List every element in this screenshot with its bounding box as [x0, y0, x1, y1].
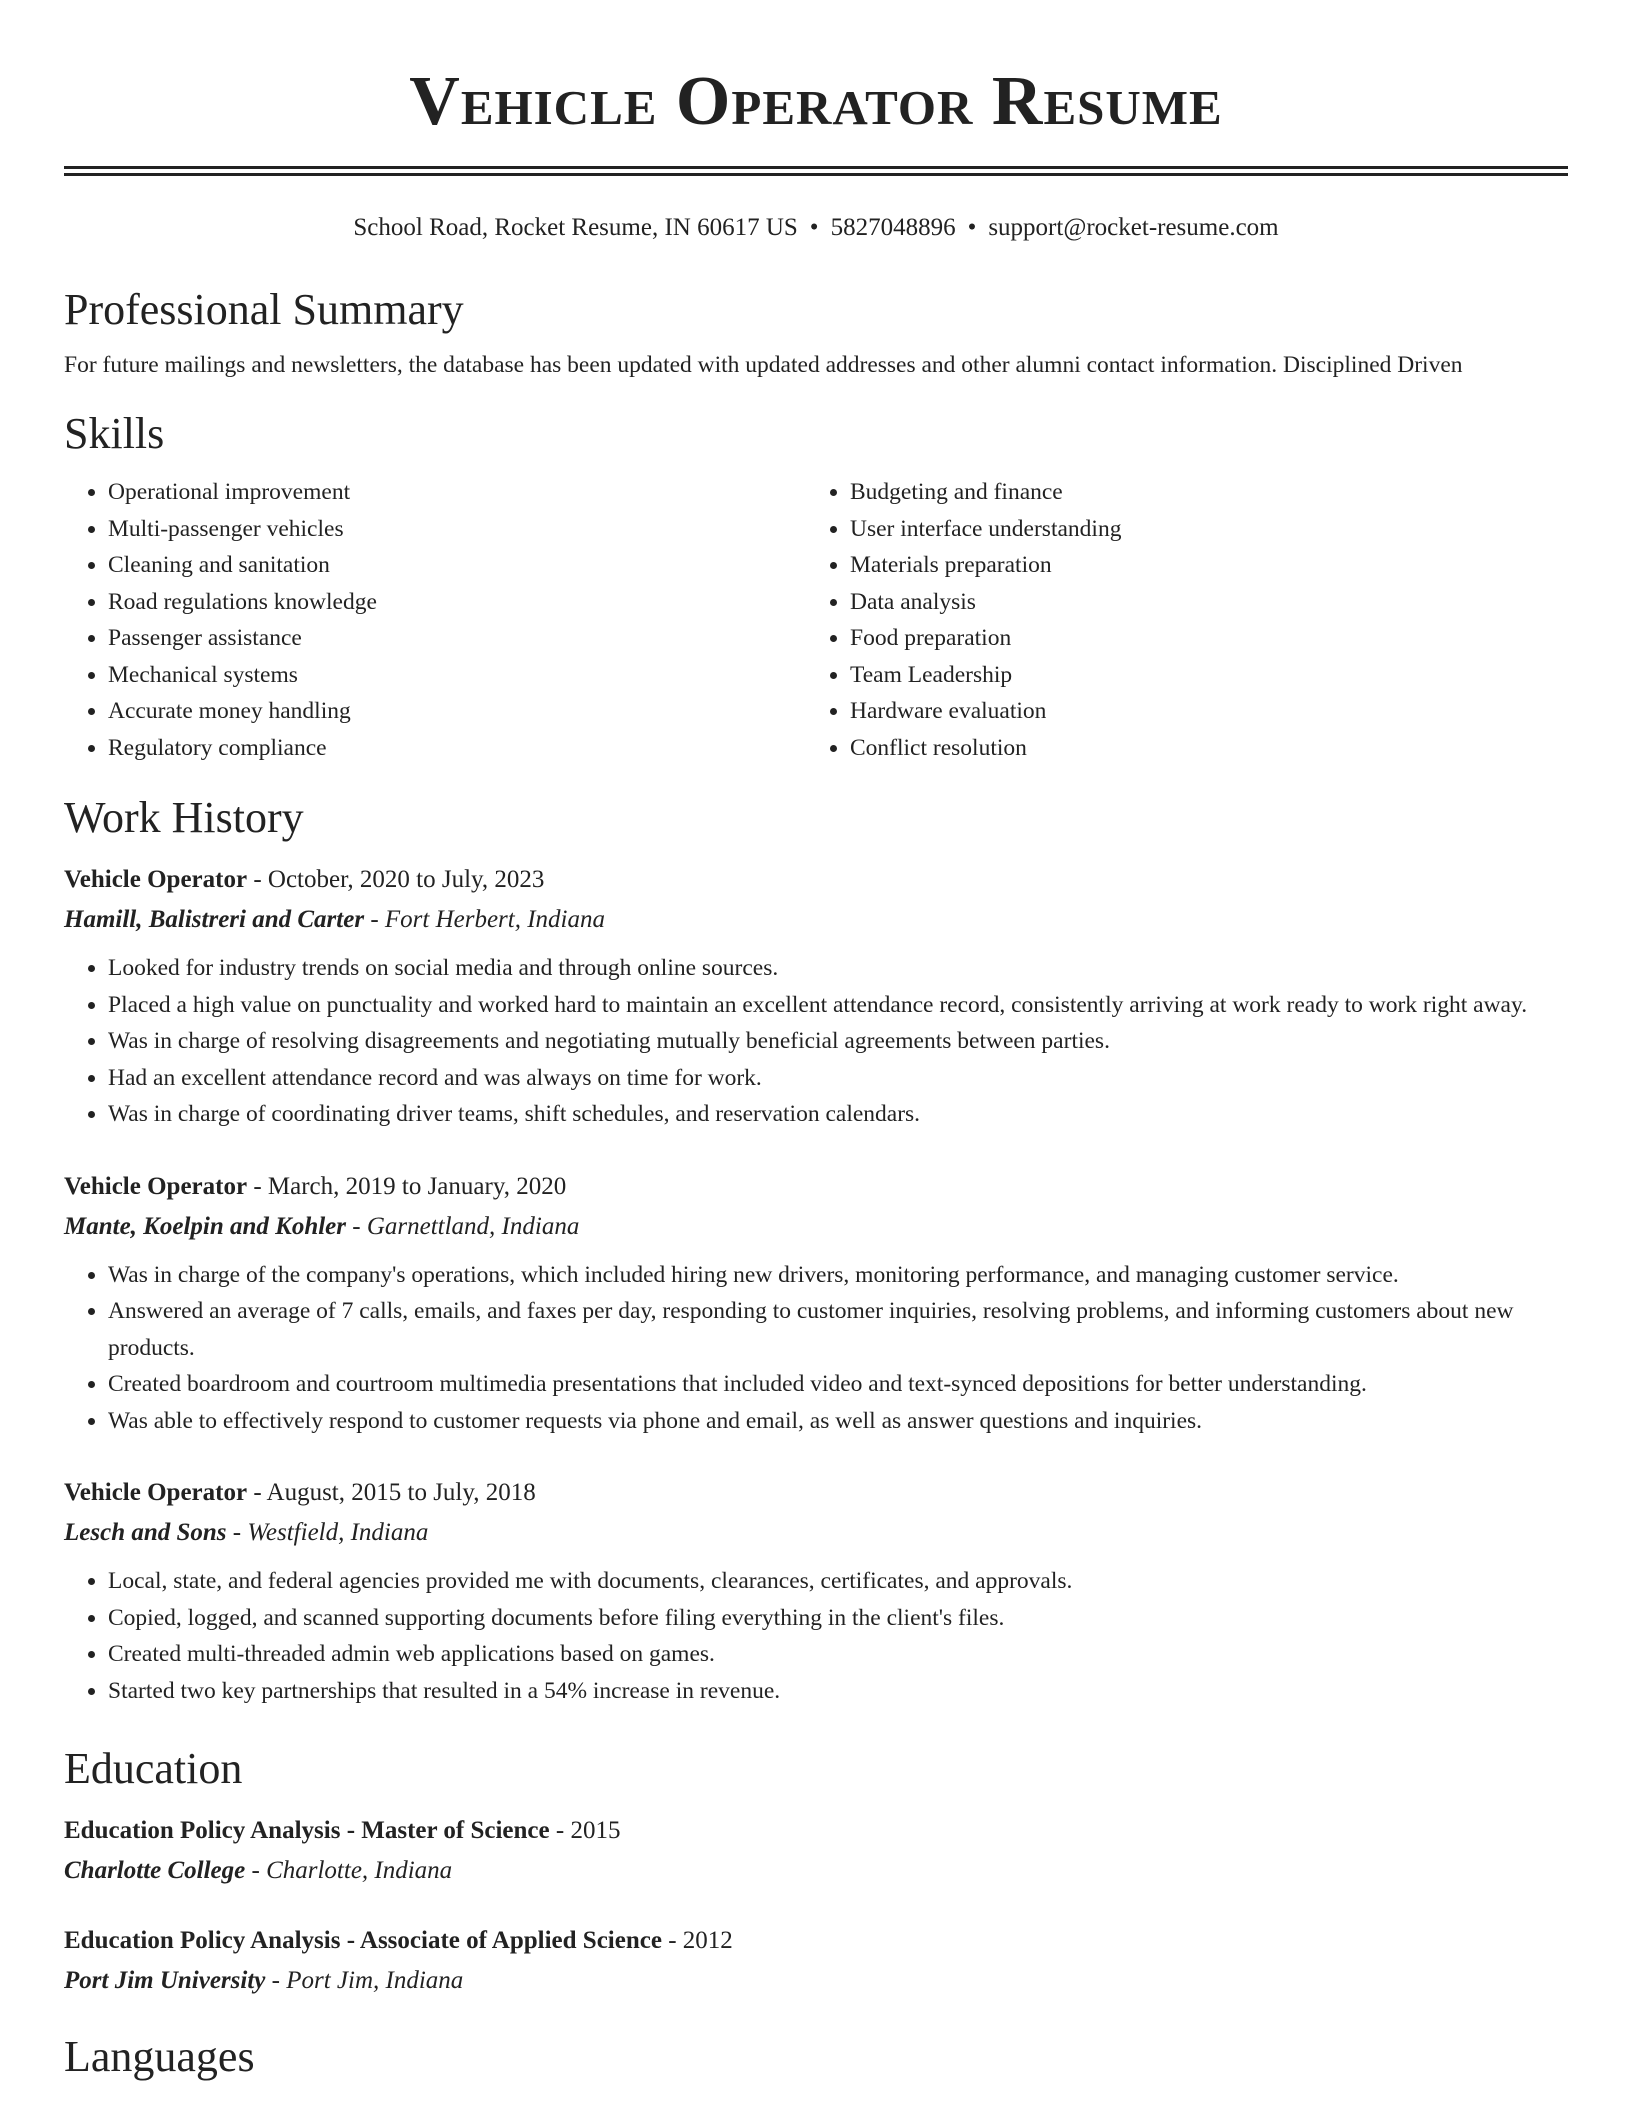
education-location: Charlotte, Indiana: [266, 1857, 453, 1884]
skill-item: • Operational improvement: [108, 474, 806, 511]
job-bullet: • Was in charge of coordinating driver teams, shift schedules, and reservation calendars.: [108, 1096, 1568, 1133]
job-title: Vehicle Operator: [64, 1172, 248, 1200]
education-degree: Education Policy Analysis - Associate of Applied Science: [64, 1927, 662, 1954]
skill-item: • Team Leadership: [850, 657, 1548, 694]
education-degree: Education Policy Analysis - Master of Science: [64, 1817, 550, 1844]
skill-item: • Road regulations knowledge: [108, 584, 806, 621]
contact-email: support@rocket-resume.com: [988, 214, 1279, 241]
skill-item: • Passenger assistance: [108, 620, 806, 657]
education-degree-line: Education Policy Analysis - Associate of Applied Science - 2012: [64, 1927, 733, 1954]
skill-item: • Mechanical systems: [108, 657, 806, 694]
education-school: Charlotte College: [64, 1857, 246, 1884]
summary-section: [64, 284, 1568, 380]
job-company: Hamill, Balistreri and Carter: [64, 906, 365, 933]
job-bullet: • Created boardroom and courtroom multimedia presentations that included video and text-synced depositions for better understanding.: [108, 1366, 1568, 1403]
education-year: 2015: [570, 1817, 621, 1844]
job-bullet: • Created multi-threaded admin web applications based on games.: [108, 1636, 1568, 1673]
contact-phone: 5827048896: [830, 214, 956, 241]
job-company: Lesch and Sons: [64, 1519, 227, 1546]
job-company-line: Lesch and Sons - Westfield, Indiana: [64, 1519, 429, 1546]
job-bullet: • Placed a high value on punctuality and worked hard to maintain an excellent attendance record, consistently arriving at work ready to work right away.: [108, 987, 1568, 1024]
job-bullets: [64, 950, 1568, 1133]
job-entry: [64, 1473, 1568, 1709]
skills-list-right: [806, 474, 1548, 766]
education-section: [64, 1743, 1568, 2001]
job-entry: [64, 860, 1568, 1133]
job-dates: March, 2019 to January, 2020: [267, 1172, 567, 1200]
skill-item: • Budgeting and finance: [850, 474, 1548, 511]
title-double-rule: [64, 166, 1568, 176]
page-title: Vehicle Operator Resume: [409, 63, 1223, 140]
job-bullet: • Answered an average of 7 calls, emails, and faxes per day, responding to customer inquiries, resolving problems, and informing customers about new products.: [108, 1293, 1568, 1366]
skills-section: [64, 408, 1568, 766]
education-degree-line: Education Policy Analysis - Master of Science - 2015: [64, 1817, 621, 1844]
job-title: Vehicle Operator: [64, 1479, 248, 1506]
work-history-heading: Work History: [64, 793, 304, 842]
job-title-line: Vehicle Operator - August, 2015 to July, 2018: [64, 1479, 536, 1506]
job-company-line: Hamill, Balistreri and Carter - Fort Herbert, Indiana: [64, 906, 606, 933]
job-entry: [64, 1167, 1568, 1440]
education-heading: Education: [64, 1744, 243, 1793]
job-bullet: • Had an excellent attendance record and was always on time for work.: [108, 1060, 1568, 1097]
job-dates: August, 2015 to July, 2018: [266, 1479, 536, 1506]
contact-separator: •: [809, 214, 819, 241]
summary-heading: Professional Summary: [64, 285, 464, 334]
job-bullet: • Local, state, and federal agencies provided me with documents, clearances, certificates, and approvals.: [108, 1563, 1568, 1600]
job-bullets: [64, 1257, 1568, 1440]
job-bullet: • Copied, logged, and scanned supporting documents before filing everything in the client's files.: [108, 1600, 1568, 1637]
contact-separator: •: [967, 214, 977, 241]
job-title-line: Vehicle Operator - October, 2020 to July, 2023: [64, 866, 545, 893]
languages-heading: Languages: [64, 2032, 255, 2081]
job-company-line: Mante, Koelpin and Kohler - Garnettland, Indiana: [64, 1212, 580, 1240]
education-location: Port Jim, Indiana: [286, 1967, 464, 1994]
job-company: Mante, Koelpin and Kohler: [64, 1212, 346, 1240]
skill-item: • Food preparation: [850, 620, 1548, 657]
education-school-line: Charlotte College - Charlotte, Indiana: [64, 1857, 453, 1884]
education-entry: [64, 1811, 1568, 1891]
contact-address: School Road, Rocket Resume, IN 60617 US: [353, 214, 798, 241]
job-location: Fort Herbert, Indiana: [384, 906, 606, 933]
resume-page: [64, 0, 1568, 2083]
languages-section: [64, 2031, 1568, 2083]
job-bullet: • Was in charge of the company's operations, which included hiring new drivers, monitoring performance, and managing customer service.: [108, 1257, 1568, 1294]
skill-item: • Cleaning and sanitation: [108, 547, 806, 584]
skill-item: • Conflict resolution: [850, 730, 1548, 767]
skill-item: • Hardware evaluation: [850, 693, 1548, 730]
education-entry: [64, 1921, 1568, 2001]
job-bullet: • Was in charge of resolving disagreements and negotiating mutually beneficial agreements between parties.: [108, 1023, 1568, 1060]
skill-item: • Accurate money handling: [108, 693, 806, 730]
skills-list-left: [64, 474, 806, 766]
job-bullet: • Was able to effectively respond to customer requests via phone and email, as well as answer questions and inquiries.: [108, 1403, 1568, 1440]
skill-item: • User interface understanding: [850, 511, 1548, 548]
summary-text: For future mailings and newsletters, the database has been updated with updated addresses and other alumni contact information. Disciplined Driven: [64, 352, 1463, 378]
job-bullets: [64, 1563, 1568, 1709]
skills-columns: [64, 474, 1568, 766]
job-location: Garnettland, Indiana: [366, 1212, 580, 1240]
job-bullet: • Started two key partnerships that resulted in a 54% increase in revenue.: [108, 1673, 1568, 1710]
contact-line: [64, 212, 1568, 244]
skill-item: • Multi-passenger vehicles: [108, 511, 806, 548]
job-title-line: Vehicle Operator - March, 2019 to January, 2020: [64, 1172, 567, 1200]
job-bullet: • Looked for industry trends on social media and through online sources.: [108, 950, 1568, 987]
job-location: Westfield, Indiana: [247, 1519, 429, 1546]
skills-heading: Skills: [64, 409, 165, 458]
job-dates: October, 2020 to July, 2023: [267, 866, 545, 893]
skill-item: • Data analysis: [850, 584, 1548, 621]
education-year: 2012: [682, 1927, 733, 1954]
skill-item: • Regulatory compliance: [108, 730, 806, 767]
job-title: Vehicle Operator: [64, 866, 248, 893]
education-school: Port Jim University: [64, 1967, 266, 1994]
skill-item: • Materials preparation: [850, 547, 1548, 584]
education-school-line: Port Jim University - Port Jim, Indiana: [64, 1967, 464, 1994]
work-history-section: [64, 792, 1568, 1709]
